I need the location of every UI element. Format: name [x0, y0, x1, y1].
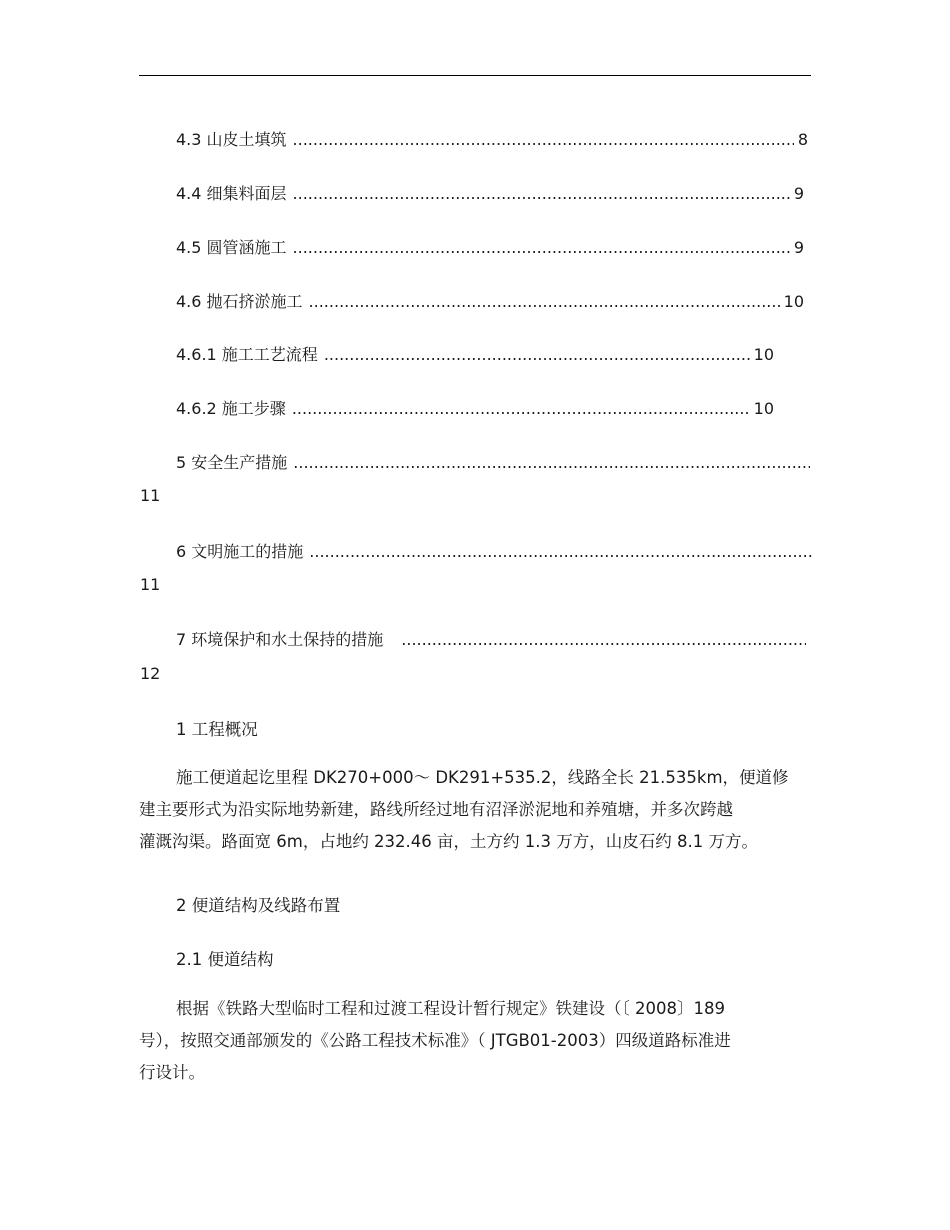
toc-leader-dots	[309, 542, 812, 561]
subsection-heading: 2.1 便道结构	[176, 950, 274, 969]
toc-entry-label: 4.6.2 施工步骤	[176, 399, 286, 418]
toc-entry[interactable]	[176, 127, 808, 150]
toc-entry-label: 4.5 圆管涵施工	[176, 238, 287, 257]
toc-entry[interactable]	[176, 627, 810, 650]
toc-entry-page: 10	[783, 292, 804, 311]
toc-leader-dots	[324, 345, 750, 364]
toc-entry[interactable]	[176, 235, 804, 258]
paragraph-line: 灌溉沟渠。路面宽 6m，占地约 232.46 亩，土方约 1.3 万方，山皮石约 8.1 万方。	[139, 832, 758, 851]
header-rule	[139, 75, 811, 76]
paragraph-line: 行设计。	[139, 1063, 205, 1082]
toc-entry-label: 4.6.1 施工工艺流程	[176, 345, 318, 364]
toc-entry-label: 6 文明施工的措施	[176, 542, 304, 561]
toc-entry-page: 9	[793, 238, 804, 257]
toc-entry[interactable]	[176, 539, 816, 562]
toc-entry-page: 10	[753, 399, 774, 418]
toc-entry-page: 10	[753, 345, 774, 364]
toc-entry[interactable]	[176, 342, 774, 365]
toc-entry-page: 12	[140, 664, 161, 683]
toc-entry[interactable]	[176, 289, 804, 312]
toc-entry-page: 11	[140, 575, 161, 594]
section-heading: 2 便道结构及线路布置	[176, 896, 341, 915]
toc-entry-label: 7 环境保护和水土保持的措施	[176, 630, 384, 649]
toc-entry[interactable]	[176, 450, 814, 473]
paragraph-line: 号），按照交通部颁发的《公路工程技术标准》（ JTGB01-2003）四级道路标准进	[139, 1031, 731, 1050]
section-heading: 1 工程概况	[176, 720, 258, 739]
toc-entry-page: 11	[140, 486, 161, 505]
paragraph-line: 建主要形式为沿实际地势新建，路线所经过地有沼泽淤泥地和养殖塘，并多次跨越	[139, 800, 733, 819]
toc-leader-dots	[401, 630, 806, 649]
toc-entry-label: 5 安全生产措施	[176, 453, 288, 472]
paragraph-line: 根据《铁路大型临时工程和过渡工程设计暂行规定》铁建设（〔 2008〕189	[176, 999, 725, 1018]
toc-leader-dots	[293, 453, 810, 472]
toc-entry-page: 8	[797, 130, 808, 149]
toc-entry-label: 4.6 抛石挤淤施工	[176, 292, 303, 311]
toc-entry-label: 4.4 细集料面层	[176, 184, 287, 203]
section-paragraph	[139, 993, 819, 1089]
toc-entry-page: 9	[793, 184, 804, 203]
toc-leader-dots	[293, 130, 794, 149]
toc-leader-dots	[309, 292, 780, 311]
toc-leader-dots	[292, 399, 750, 418]
toc-leader-dots	[293, 184, 790, 203]
toc-entry[interactable]	[176, 181, 804, 204]
toc-leader-dots	[293, 238, 790, 257]
section-paragraph	[139, 762, 819, 858]
paragraph-line: 施工便道起讫里程 DK270+000～ DK291+535.2，线路全长 21.535km，便道修	[176, 768, 789, 787]
toc-entry[interactable]	[176, 396, 774, 419]
toc-entry-label: 4.3 山皮土填筑	[176, 130, 287, 149]
